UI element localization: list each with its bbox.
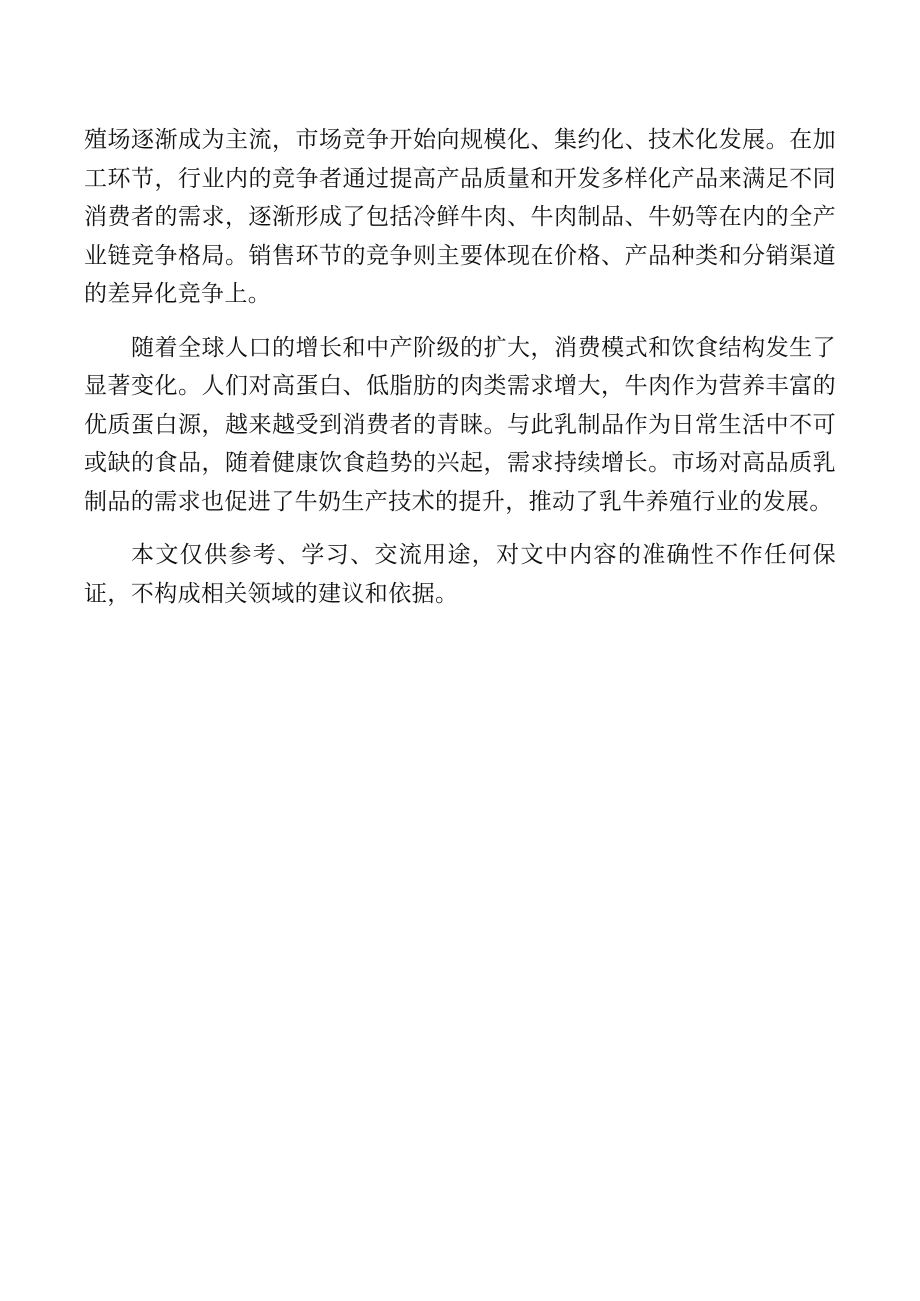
paragraph-industry-competition: 殖场逐渐成为主流，市场竞争开始向规模化、集约化、技术化发展。在加工环节，行业内的竞争者通过提高产品质量和开发多样化产品来满足不同消费者的需求，逐渐形成了包括冷鲜牛肉、牛肉制品、牛奶等在内的全产业链竞争格局。销售环节的竞争则主要体现在价格、产品种类和分销渠道的差异化竞争上。 <box>84 127 836 307</box>
document-body <box>84 121 836 613</box>
paragraph-consumption-trends: 随着全球人口的增长和中产阶级的扩大，消费模式和饮食结构发生了显著变化。人们对高蛋白、低脂肪的肉类需求增大，牛肉作为营养丰富的优质蛋白源，越来越受到消费者的青睐。与此乳制品作为日常生活中不可或缺的食品，随着健康饮食趋势的兴起，需求持续增长。市场对高品质乳制品的需求也促进了牛奶生产技术的提升，推动了乳牛养殖行业的发展。 <box>84 334 836 515</box>
paragraph-disclaimer: 本文仅供参考、学习、交流用途，对文中内容的准确性不作任何保证，不构成相关领域的建议和依据。 <box>84 542 836 607</box>
